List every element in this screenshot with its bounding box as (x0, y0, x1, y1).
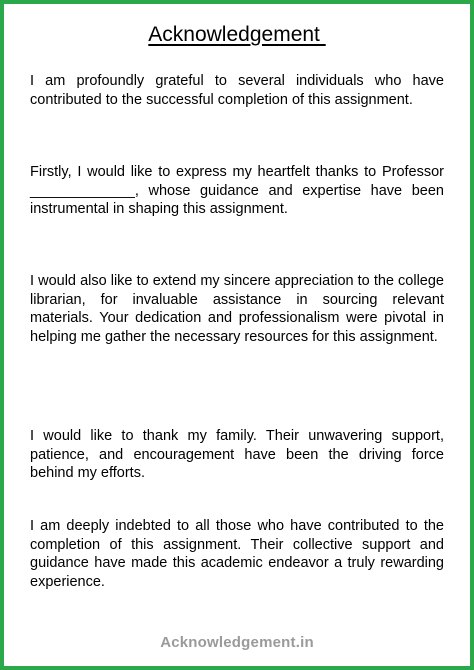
page-title: Acknowledgement (148, 23, 326, 46)
paragraph-gratitude: I am profoundly grateful to several individuals who have contributed to the successful completion of this assignment. (30, 73, 444, 108)
paragraph-professor-thanks: Firstly, I would like to express my heartfelt thanks to Professor _____________, whose guidance and expertise have been instrumental in shaping this assignment. (30, 164, 444, 217)
footer-watermark: Acknowledgement.in (160, 634, 314, 651)
paragraph-librarian-thanks: I would also like to extend my sincere appreciation to the college librarian, for invaluable assistance in sourcing relevant materials. Your dedication and professionalism were pivotal in helping me gather the necessary resources for this assignment. (30, 273, 444, 345)
paragraph-closing: I am deeply indebted to all those who have contributed to the completion of this assignment. Their collective support and guidance have made this academic endeavor a truly rewarding experience. (30, 518, 444, 590)
paragraph-family-thanks: I would like to thank my family. Their unwavering support, patience, and encouragement have been the driving force behind my efforts. (30, 428, 444, 481)
